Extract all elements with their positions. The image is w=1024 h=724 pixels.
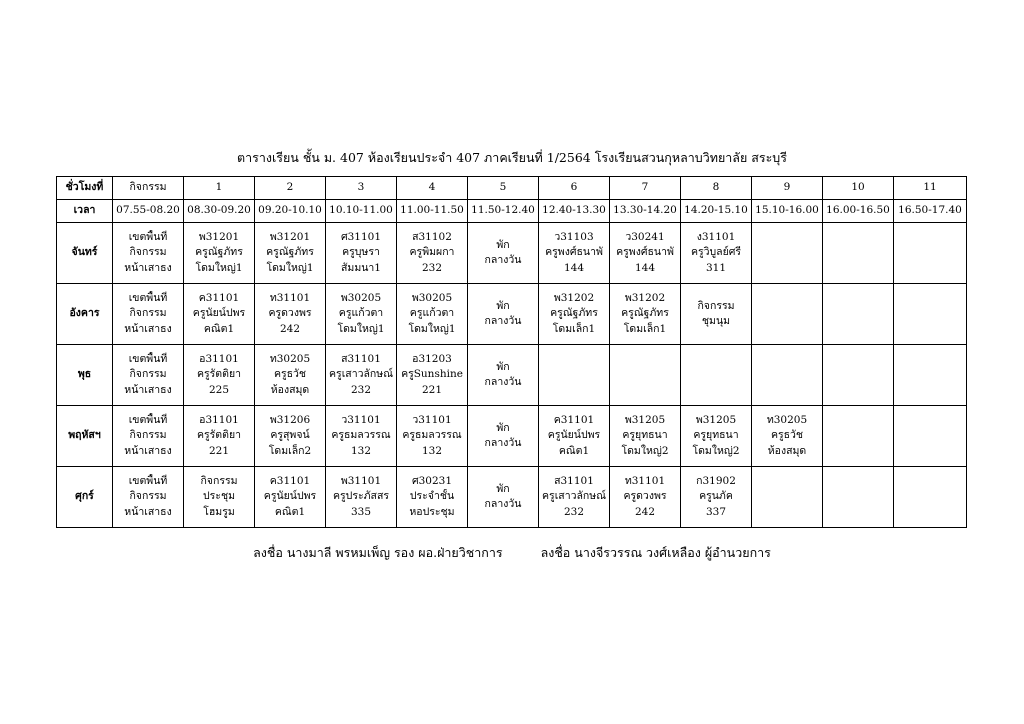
cell-line: ครูเสาวลักษณ์ [329, 368, 393, 381]
schedule-cell [397, 223, 468, 284]
cell-line: เขตพื้นที่ [128, 291, 168, 304]
empty-cell [894, 284, 967, 345]
empty-cell [752, 284, 823, 345]
cell-line: พ31201 [269, 230, 311, 243]
time-header: 14.20-15.10 [681, 200, 752, 223]
time-header: 13.30-14.20 [610, 200, 681, 223]
time-header: 10.10-11.00 [326, 200, 397, 223]
day-row [57, 284, 967, 345]
cell-line: พัก [496, 299, 510, 312]
cell-line: ง31101 [696, 230, 736, 243]
signature-line [0, 543, 1024, 563]
period-header: 4 [397, 177, 468, 200]
cell-line: สัมมนา1 [340, 261, 381, 274]
cell-line: พ31202 [624, 291, 666, 304]
cell-line: กิจกรรม [129, 429, 167, 442]
schedule-cell [681, 284, 752, 345]
schedule-cell [539, 467, 610, 528]
cell-line: 311 [705, 261, 727, 274]
empty-cell [539, 345, 610, 406]
schedule-cell [610, 223, 681, 284]
cell-line: 232 [563, 505, 585, 518]
cell-line: โดมใหญ่1 [337, 322, 385, 335]
empty-cell [823, 284, 894, 345]
schedule-cell [326, 467, 397, 528]
schedule-cell [113, 406, 184, 467]
cell-line: ครูรัตติยา [197, 429, 241, 442]
schedule-title: ตารางเรียน ชั้น ม. 407 ห้องเรียนประจำ 407 ภาคเรียนที่ 1/2564 โรงเรียนสวนกุหลาบวิทยาลัย สระบุรี [237, 150, 787, 165]
cell-line: ครูรัตติยา [197, 368, 241, 381]
cell-line: ชุมนุม [701, 315, 731, 327]
period-header-row [57, 177, 967, 200]
cell-line: หน้าเสาธง [124, 505, 172, 518]
schedule-cell [468, 467, 539, 528]
cell-line: ครูยุทธนา [693, 429, 739, 442]
cell-line: ครูแก้วตา [338, 307, 384, 320]
empty-cell [752, 223, 823, 284]
cell-line: กิจกรรม [200, 474, 238, 487]
schedule-cell [397, 345, 468, 406]
signature-left: ลงชื่อ นางมาลี พรหมเพ็ญ รอง ผอ.ฝ่ายวิชาการ [253, 545, 503, 560]
cell-line: กลางวัน [484, 254, 522, 266]
cell-line: กิจกรรม [129, 368, 167, 381]
day-name: ศุกร์ [57, 467, 113, 528]
cell-line: 232 [421, 261, 443, 274]
cell-line: คณิต1 [274, 505, 306, 518]
cell-line: ท31101 [269, 291, 311, 304]
cell-line: ว31103 [554, 230, 594, 243]
cell-line: ค31101 [269, 474, 311, 487]
cell-line: 242 [634, 505, 656, 518]
cell-line: ครูเสาวลักษณ์ [542, 490, 606, 503]
cell-line: ประจำชั้น [409, 490, 455, 503]
time-header: 07.55-08.20 [113, 200, 184, 223]
cell-line: ส31101 [554, 474, 594, 487]
cell-line: หน้าเสาธง [124, 444, 172, 457]
cell-line: ศ30231 [411, 474, 453, 487]
schedule-cell [681, 467, 752, 528]
cell-line: อ31101 [199, 352, 239, 365]
time-header: 11.50-12.40 [468, 200, 539, 223]
cell-line: โดมใหญ่1 [408, 322, 456, 335]
cell-line: พ31205 [624, 413, 666, 426]
cell-line: ท31101 [624, 474, 666, 487]
period-header: 3 [326, 177, 397, 200]
period-header: กิจกรรม [113, 177, 184, 200]
cell-line: พ31206 [269, 413, 311, 426]
cell-line: โดมเล็ก1 [552, 322, 596, 335]
cell-line: ค31101 [198, 291, 240, 304]
cell-line: 232 [350, 383, 372, 396]
cell-line: พ31201 [198, 230, 240, 243]
cell-line: 225 [208, 383, 230, 396]
cell-line: 242 [279, 322, 301, 335]
cell-line: โดมเล็ก2 [268, 444, 312, 457]
empty-cell [823, 406, 894, 467]
empty-cell [823, 467, 894, 528]
cell-line: โดมใหญ่2 [621, 444, 669, 457]
schedule-cell [255, 345, 326, 406]
cell-line: กิจกรรม [697, 299, 735, 312]
cell-line: ครูธมลวรรณ [331, 429, 391, 442]
cell-line: กลางวัน [484, 437, 522, 449]
cell-line: ครูดวงพร [268, 307, 312, 320]
cell-line: โดมใหญ่1 [266, 261, 314, 274]
schedule-cell [610, 467, 681, 528]
cell-line: อ31203 [412, 352, 452, 365]
cell-line: กลางวัน [484, 498, 522, 510]
cell-line: เขตพื้นที่ [128, 352, 168, 365]
empty-cell [894, 345, 967, 406]
time-header: 09.20-10.10 [255, 200, 326, 223]
schedule-cell [468, 406, 539, 467]
cell-line: 132 [421, 444, 443, 457]
cell-line: ว31101 [341, 413, 381, 426]
schedule-cell [468, 223, 539, 284]
cell-line: หน้าเสาธง [124, 261, 172, 274]
cell-line: พ30205 [340, 291, 382, 304]
cell-line: ครูพงศ์ธนาพั [616, 246, 674, 259]
cell-line: ครูณัฐภัทร [266, 246, 314, 259]
time-header: 12.40-13.30 [539, 200, 610, 223]
cell-line: หน้าเสาธง [124, 383, 172, 396]
cell-line: ส31101 [341, 352, 381, 365]
schedule-cell [326, 223, 397, 284]
cell-line: ห้องสมุด [767, 444, 807, 457]
schedule-cell [539, 406, 610, 467]
cell-line: กิจกรรม [129, 490, 167, 503]
schedule-cell [610, 406, 681, 467]
cell-line: 221 [208, 444, 230, 457]
empty-cell [823, 345, 894, 406]
cell-line: ครูณัฐภัทร [621, 307, 669, 320]
schedule-cell [539, 284, 610, 345]
cell-line: ห้องสมุด [270, 383, 310, 396]
schedule-cell [255, 467, 326, 528]
cell-line: อ31101 [199, 413, 239, 426]
cell-line: กิจกรรม [129, 246, 167, 259]
schedule-cell [113, 284, 184, 345]
period-header: 8 [681, 177, 752, 200]
schedule-cell [113, 223, 184, 284]
schedule-cell [184, 467, 255, 528]
schedule-cell [397, 406, 468, 467]
cell-line: กลางวัน [484, 315, 522, 327]
schedule-cell [255, 284, 326, 345]
cell-line: ค31101 [553, 413, 595, 426]
cell-line: ครูบุษรา [342, 246, 380, 259]
cell-line: กลางวัน [484, 376, 522, 388]
empty-cell [610, 345, 681, 406]
time-label: เวลา [57, 200, 113, 223]
cell-line: ครูธมลวรรณ [402, 429, 462, 442]
cell-line: พ31101 [340, 474, 382, 487]
time-header: 16.50-17.40 [894, 200, 967, 223]
cell-line: พัก [496, 421, 510, 434]
cell-line: ครูนัยน์ปพร [192, 307, 246, 320]
period-header: 6 [539, 177, 610, 200]
schedule-cell [113, 467, 184, 528]
time-header: 15.10-16.00 [752, 200, 823, 223]
cell-line: คณิต1 [203, 322, 235, 335]
cell-line: ครูนภัค [699, 490, 733, 503]
time-header: 08.30-09.20 [184, 200, 255, 223]
cell-line: ครูสุพจน์ [270, 429, 310, 442]
period-header: 2 [255, 177, 326, 200]
cell-line: ครูพิมผกา [409, 246, 455, 259]
schedule-cell [468, 345, 539, 406]
schedule-cell [326, 406, 397, 467]
cell-line: ครูนัยน์ปพร [547, 429, 601, 442]
cell-line: พัก [496, 482, 510, 495]
time-header: 11.00-11.50 [397, 200, 468, 223]
cell-line: ครูพงศ์ธนาพั [545, 246, 603, 259]
schedule-cell [255, 223, 326, 284]
cell-line: ประชุม [203, 490, 235, 503]
cell-line: 144 [634, 261, 656, 274]
schedule-cell [326, 345, 397, 406]
empty-cell [823, 223, 894, 284]
cell-line: ครูธวัช [770, 429, 804, 442]
schedule-cell [610, 284, 681, 345]
cell-line: ว30241 [625, 230, 665, 243]
cell-line: ครูวิบูลย์ศรี [690, 246, 742, 259]
cell-line: โดมใหญ่2 [692, 444, 740, 457]
time-header-row [57, 200, 967, 223]
cell-line: ศ31101 [340, 230, 382, 243]
cell-line: โฮมรูม [203, 505, 235, 518]
schedule-cell [184, 223, 255, 284]
cell-line: คณิต1 [558, 444, 590, 457]
empty-cell [894, 467, 967, 528]
time-header: 16.00-16.50 [823, 200, 894, 223]
cell-line: ส31102 [412, 230, 452, 243]
cell-line: ครูดวงพร [623, 490, 667, 503]
cell-line: ครูประภัสสร [333, 490, 389, 503]
period-header: 1 [184, 177, 255, 200]
schedule-cell [681, 223, 752, 284]
cell-line: หอประชุม [409, 505, 455, 518]
period-header: 10 [823, 177, 894, 200]
cell-line: พัก [496, 360, 510, 373]
cell-line: เขตพื้นที่ [128, 474, 168, 487]
empty-cell [681, 345, 752, 406]
cell-line: ครูแก้วตา [409, 307, 455, 320]
schedule-cell [468, 284, 539, 345]
cell-line: ครูยุทธนา [622, 429, 668, 442]
cell-line: พ31202 [553, 291, 595, 304]
schedule-cell [326, 284, 397, 345]
schedule-cell [397, 467, 468, 528]
cell-line: หน้าเสาธง [124, 322, 172, 335]
day-row [57, 345, 967, 406]
cell-line: กิจกรรม [129, 307, 167, 320]
cell-line: เขตพื้นที่ [128, 230, 168, 243]
cell-line: ครูSunshine [401, 368, 463, 381]
cell-line: ว31101 [412, 413, 452, 426]
cell-line: ก31902 [696, 474, 736, 487]
schedule-cell [397, 284, 468, 345]
schedule-cell [255, 406, 326, 467]
cell-line: ครูณัฐภัทร [195, 246, 243, 259]
period-header: 7 [610, 177, 681, 200]
day-row [57, 223, 967, 284]
cell-line: 335 [350, 505, 372, 518]
period-header: 9 [752, 177, 823, 200]
period-label: ชั่วโมงที่ [57, 177, 113, 200]
cell-line: โดมเล็ก1 [623, 322, 667, 335]
cell-line: พัก [496, 238, 510, 251]
cell-line: พ31205 [695, 413, 737, 426]
cell-line: 132 [350, 444, 372, 457]
cell-line: ครูธวัช [273, 368, 307, 381]
cell-line: ครูณัฐภัทร [550, 307, 598, 320]
cell-line: ท30205 [766, 413, 808, 426]
period-header: 11 [894, 177, 967, 200]
day-row [57, 467, 967, 528]
schedule-cell [184, 406, 255, 467]
period-header: 5 [468, 177, 539, 200]
cell-line: 221 [421, 383, 443, 396]
cell-line: เขตพื้นที่ [128, 413, 168, 426]
cell-line: ท30205 [269, 352, 311, 365]
empty-cell [752, 467, 823, 528]
schedule-cell [113, 345, 184, 406]
schedule-cell [539, 223, 610, 284]
schedule-cell [752, 406, 823, 467]
day-name: อังคาร [57, 284, 113, 345]
schedule-cell [184, 284, 255, 345]
schedule-cell [184, 345, 255, 406]
cell-line: 144 [563, 261, 585, 274]
cell-line: ครูนัยน์ปพร [263, 490, 317, 503]
day-row [57, 406, 967, 467]
signature-right: ลงชื่อ นางจีรวรรณ วงศ์เหลือง ผู้อำนวยการ [540, 545, 771, 560]
empty-cell [894, 406, 967, 467]
day-name: พุธ [57, 345, 113, 406]
cell-line: 337 [705, 505, 727, 518]
schedule-cell [681, 406, 752, 467]
empty-cell [752, 345, 823, 406]
cell-line: โดมใหญ่1 [195, 261, 243, 274]
timetable [56, 176, 967, 528]
day-name: จันทร์ [57, 223, 113, 284]
empty-cell [894, 223, 967, 284]
cell-line: พ30205 [411, 291, 453, 304]
day-name: พฤหัสฯ [57, 406, 113, 467]
